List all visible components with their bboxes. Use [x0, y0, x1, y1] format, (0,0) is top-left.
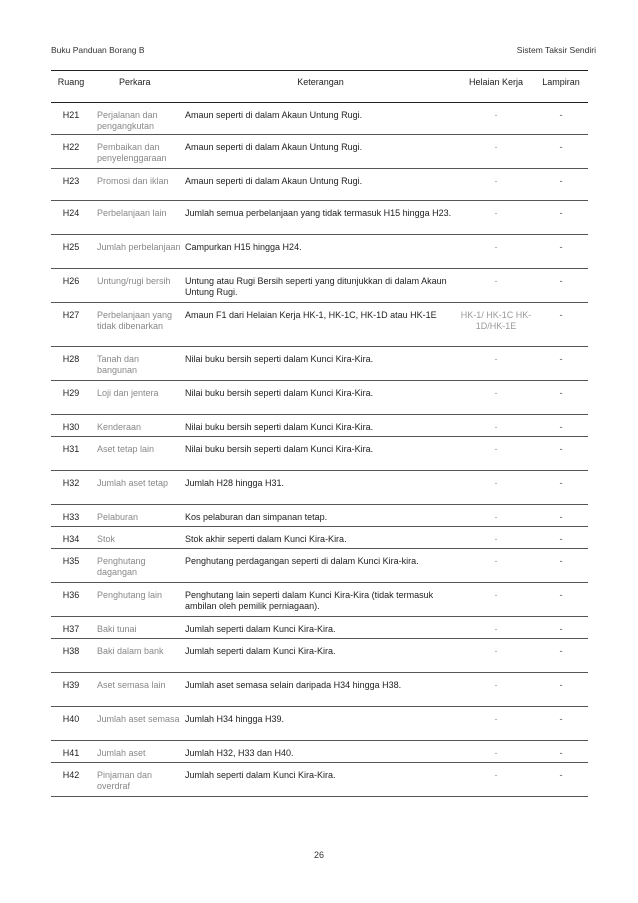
table-row	[51, 381, 588, 415]
cell-lampiran: -	[559, 142, 563, 152]
cell-lampiran: -	[559, 242, 563, 252]
cell-perkara: Jumlah aset semasa	[97, 714, 180, 724]
cell-perkara: Kenderaan	[97, 422, 142, 432]
cell-ruang: H34	[62, 534, 80, 544]
page-number: 26	[313, 850, 324, 860]
table-row	[51, 347, 588, 381]
cell-keterangan: Campurkan H15 hingga H24.	[185, 242, 302, 252]
cell-lampiran: -	[559, 512, 563, 522]
cell-helaian-kerja: -	[494, 512, 498, 522]
cell-perkara: Jumlah perbelanjaan	[97, 242, 181, 252]
table-header-row	[51, 71, 588, 103]
table-row	[51, 583, 588, 617]
cell-lampiran: -	[559, 534, 563, 544]
cell-ruang: H23	[62, 176, 80, 186]
table-row	[51, 505, 588, 527]
cell-perkara: Pelaburan	[97, 512, 139, 522]
cell-lampiran: -	[559, 590, 563, 600]
cell-helaian-kerja: -	[494, 624, 498, 634]
table-row	[51, 437, 588, 471]
cell-perkara: Baki tunai	[97, 624, 137, 634]
cell-ruang: H24	[62, 208, 80, 218]
cell-lampiran: -	[559, 276, 563, 286]
table-row	[51, 169, 588, 201]
cell-ruang: H30	[62, 422, 80, 432]
cell-ruang: H42	[62, 770, 80, 780]
cell-keterangan: Untung atau Rugi Bersih seperti yang ditunjukkan di dalam Akaun Untung Rugi.	[185, 276, 447, 297]
cell-lampiran: -	[559, 714, 563, 724]
cell-ruang: H29	[62, 388, 80, 398]
cell-perkara: Stok	[97, 534, 116, 544]
cell-ruang: H40	[62, 714, 80, 724]
cell-helaian-kerja: -	[494, 590, 498, 600]
table-row	[51, 549, 588, 583]
cell-perkara: Perbelanjaan lain	[97, 208, 167, 218]
table-row	[51, 235, 588, 269]
cell-perkara: Jumlah aset tetap	[97, 478, 169, 488]
page-header	[51, 45, 596, 59]
cell-helaian-kerja: -	[494, 680, 498, 690]
cell-lampiran: -	[559, 680, 563, 690]
cell-helaian-kerja: -	[494, 422, 498, 432]
cell-lampiran: -	[559, 176, 563, 186]
cell-ruang: H35	[62, 556, 80, 566]
cell-perkara: Jumlah aset	[97, 748, 146, 758]
cell-keterangan: Jumlah H34 hingga H39.	[185, 714, 285, 724]
table-row	[51, 103, 588, 135]
cell-helaian-kerja: -	[494, 748, 498, 758]
cell-perkara: Perbelanjaan yang tidak dibenarkan	[97, 310, 173, 331]
table-body	[51, 103, 588, 797]
cell-keterangan: Jumlah aset semasa selain daripada H34 hingga H38.	[185, 680, 402, 690]
cell-helaian-kerja: HK-1/ HK-1C HK-1D/HK-1E	[460, 310, 532, 331]
table-row	[51, 201, 588, 235]
cell-keterangan: Amaun seperti di dalam Akaun Untung Rugi.	[185, 110, 363, 120]
column-header-lampiran: Lampiran	[542, 77, 580, 87]
cell-keterangan: Nilai buku bersih seperti dalam Kunci Kira-Kira.	[185, 354, 374, 364]
cell-perkara: Pinjaman dan overdraf	[97, 770, 153, 791]
cell-ruang: H21	[62, 110, 80, 120]
cell-keterangan: Jumlah seperti dalam Kunci Kira-Kira.	[185, 770, 336, 780]
cell-helaian-kerja: -	[494, 242, 498, 252]
table-row	[51, 741, 588, 763]
table-row	[51, 673, 588, 707]
column-header-keterangan: Keterangan	[297, 77, 344, 87]
table-row	[51, 527, 588, 549]
table-row	[51, 707, 588, 741]
system-title: Sistem Taksir Sendiri	[516, 45, 596, 55]
cell-ruang: H31	[62, 444, 80, 454]
cell-ruang: H41	[62, 748, 80, 758]
cell-perkara: Promosi dan iklan	[97, 176, 169, 186]
document-title: Buku Panduan Borang B	[51, 45, 145, 55]
cell-ruang: H33	[62, 512, 80, 522]
cell-helaian-kerja: -	[494, 176, 498, 186]
reference-table	[51, 70, 588, 797]
table-row	[51, 639, 588, 673]
cell-perkara: Penghutang dagangan	[97, 556, 146, 577]
cell-keterangan: Nilai buku bersih seperti dalam Kunci Kira-Kira.	[185, 388, 374, 398]
cell-perkara: Pembaikan dan penyelenggaraan	[97, 142, 167, 163]
cell-perkara: Aset semasa lain	[97, 680, 166, 690]
cell-keterangan: Jumlah seperti dalam Kunci Kira-Kira.	[185, 624, 336, 634]
cell-keterangan: Kos pelaburan dan simpanan tetap.	[185, 512, 328, 522]
cell-ruang: H36	[62, 590, 80, 600]
cell-lampiran: -	[559, 478, 563, 488]
cell-keterangan: Nilai buku bersih seperti dalam Kunci Kira-Kira.	[185, 444, 374, 454]
cell-ruang: H25	[62, 242, 80, 252]
table-row	[51, 763, 588, 797]
cell-helaian-kerja: -	[494, 208, 498, 218]
table-row	[51, 269, 588, 303]
cell-helaian-kerja: -	[494, 276, 498, 286]
cell-lampiran: -	[559, 770, 563, 780]
cell-helaian-kerja: -	[494, 354, 498, 364]
cell-perkara: Perjalanan dan pengangkutan	[97, 110, 158, 131]
cell-helaian-kerja: -	[494, 388, 498, 398]
cell-keterangan: Penghutang perdagangan seperti di dalam Kunci Kira-kira.	[185, 556, 419, 566]
cell-helaian-kerja: -	[494, 478, 498, 488]
cell-perkara: Penghutang lain	[97, 590, 163, 600]
cell-lampiran: -	[559, 110, 563, 120]
cell-helaian-kerja: -	[494, 770, 498, 780]
cell-helaian-kerja: -	[494, 444, 498, 454]
cell-keterangan: Stok akhir seperti dalam Kunci Kira-Kira.	[185, 534, 347, 544]
cell-keterangan: Amaun F1 dari Helaian Kerja HK-1, HK-1C, HK-1D atau HK-1E	[185, 310, 437, 320]
cell-perkara: Aset tetap lain	[97, 444, 155, 454]
cell-perkara: Tanah dan bangunan	[97, 354, 140, 375]
cell-keterangan: Jumlah semua perbelanjaan yang tidak termasuk H15 hingga H23.	[185, 208, 452, 218]
cell-lampiran: -	[559, 208, 563, 218]
cell-keterangan: Jumlah seperti dalam Kunci Kira-Kira.	[185, 646, 336, 656]
cell-lampiran: -	[559, 556, 563, 566]
cell-keterangan: Penghutang lain seperti dalam Kunci Kira-Kira (tidak termasuk ambilan oleh pemilik perniagaan).	[185, 590, 434, 611]
cell-keterangan: Amaun seperti di dalam Akaun Untung Rugi.	[185, 142, 363, 152]
cell-lampiran: -	[559, 354, 563, 364]
cell-helaian-kerja: -	[494, 534, 498, 544]
cell-ruang: H38	[62, 646, 80, 656]
cell-lampiran: -	[559, 422, 563, 432]
cell-keterangan: Jumlah H32, H33 dan H40.	[185, 748, 294, 758]
cell-keterangan: Amaun seperti di dalam Akaun Untung Rugi.	[185, 176, 363, 186]
table-row	[51, 303, 588, 347]
table-row	[51, 471, 588, 505]
cell-lampiran: -	[559, 748, 563, 758]
table-row	[51, 135, 588, 169]
cell-helaian-kerja: -	[494, 110, 498, 120]
cell-lampiran: -	[559, 388, 563, 398]
cell-ruang: H22	[62, 142, 80, 152]
column-header-helaian: Helaian Kerja	[468, 77, 524, 87]
cell-perkara: Untung/rugi bersih	[97, 276, 171, 286]
cell-helaian-kerja: -	[494, 646, 498, 656]
cell-perkara: Baki dalam bank	[97, 646, 164, 656]
cell-lampiran: -	[559, 646, 563, 656]
column-header-perkara: Perkara	[119, 77, 151, 87]
cell-ruang: H32	[62, 478, 80, 488]
cell-ruang: H28	[62, 354, 80, 364]
cell-ruang: H37	[62, 624, 80, 634]
column-header-ruang: Ruang	[57, 77, 85, 87]
cell-helaian-kerja: -	[494, 556, 498, 566]
cell-keterangan: Nilai buku bersih seperti dalam Kunci Kira-Kira.	[185, 422, 374, 432]
cell-lampiran: -	[559, 310, 563, 320]
cell-keterangan: Jumlah H28 hingga H31.	[185, 478, 285, 488]
cell-ruang: H39	[62, 680, 80, 690]
cell-ruang: H26	[62, 276, 80, 286]
table-row	[51, 415, 588, 437]
cell-helaian-kerja: -	[494, 714, 498, 724]
cell-perkara: Loji dan jentera	[97, 388, 159, 398]
cell-lampiran: -	[559, 444, 563, 454]
cell-ruang: H27	[62, 310, 80, 320]
cell-lampiran: -	[559, 624, 563, 634]
cell-helaian-kerja: -	[494, 142, 498, 152]
table-row	[51, 617, 588, 639]
